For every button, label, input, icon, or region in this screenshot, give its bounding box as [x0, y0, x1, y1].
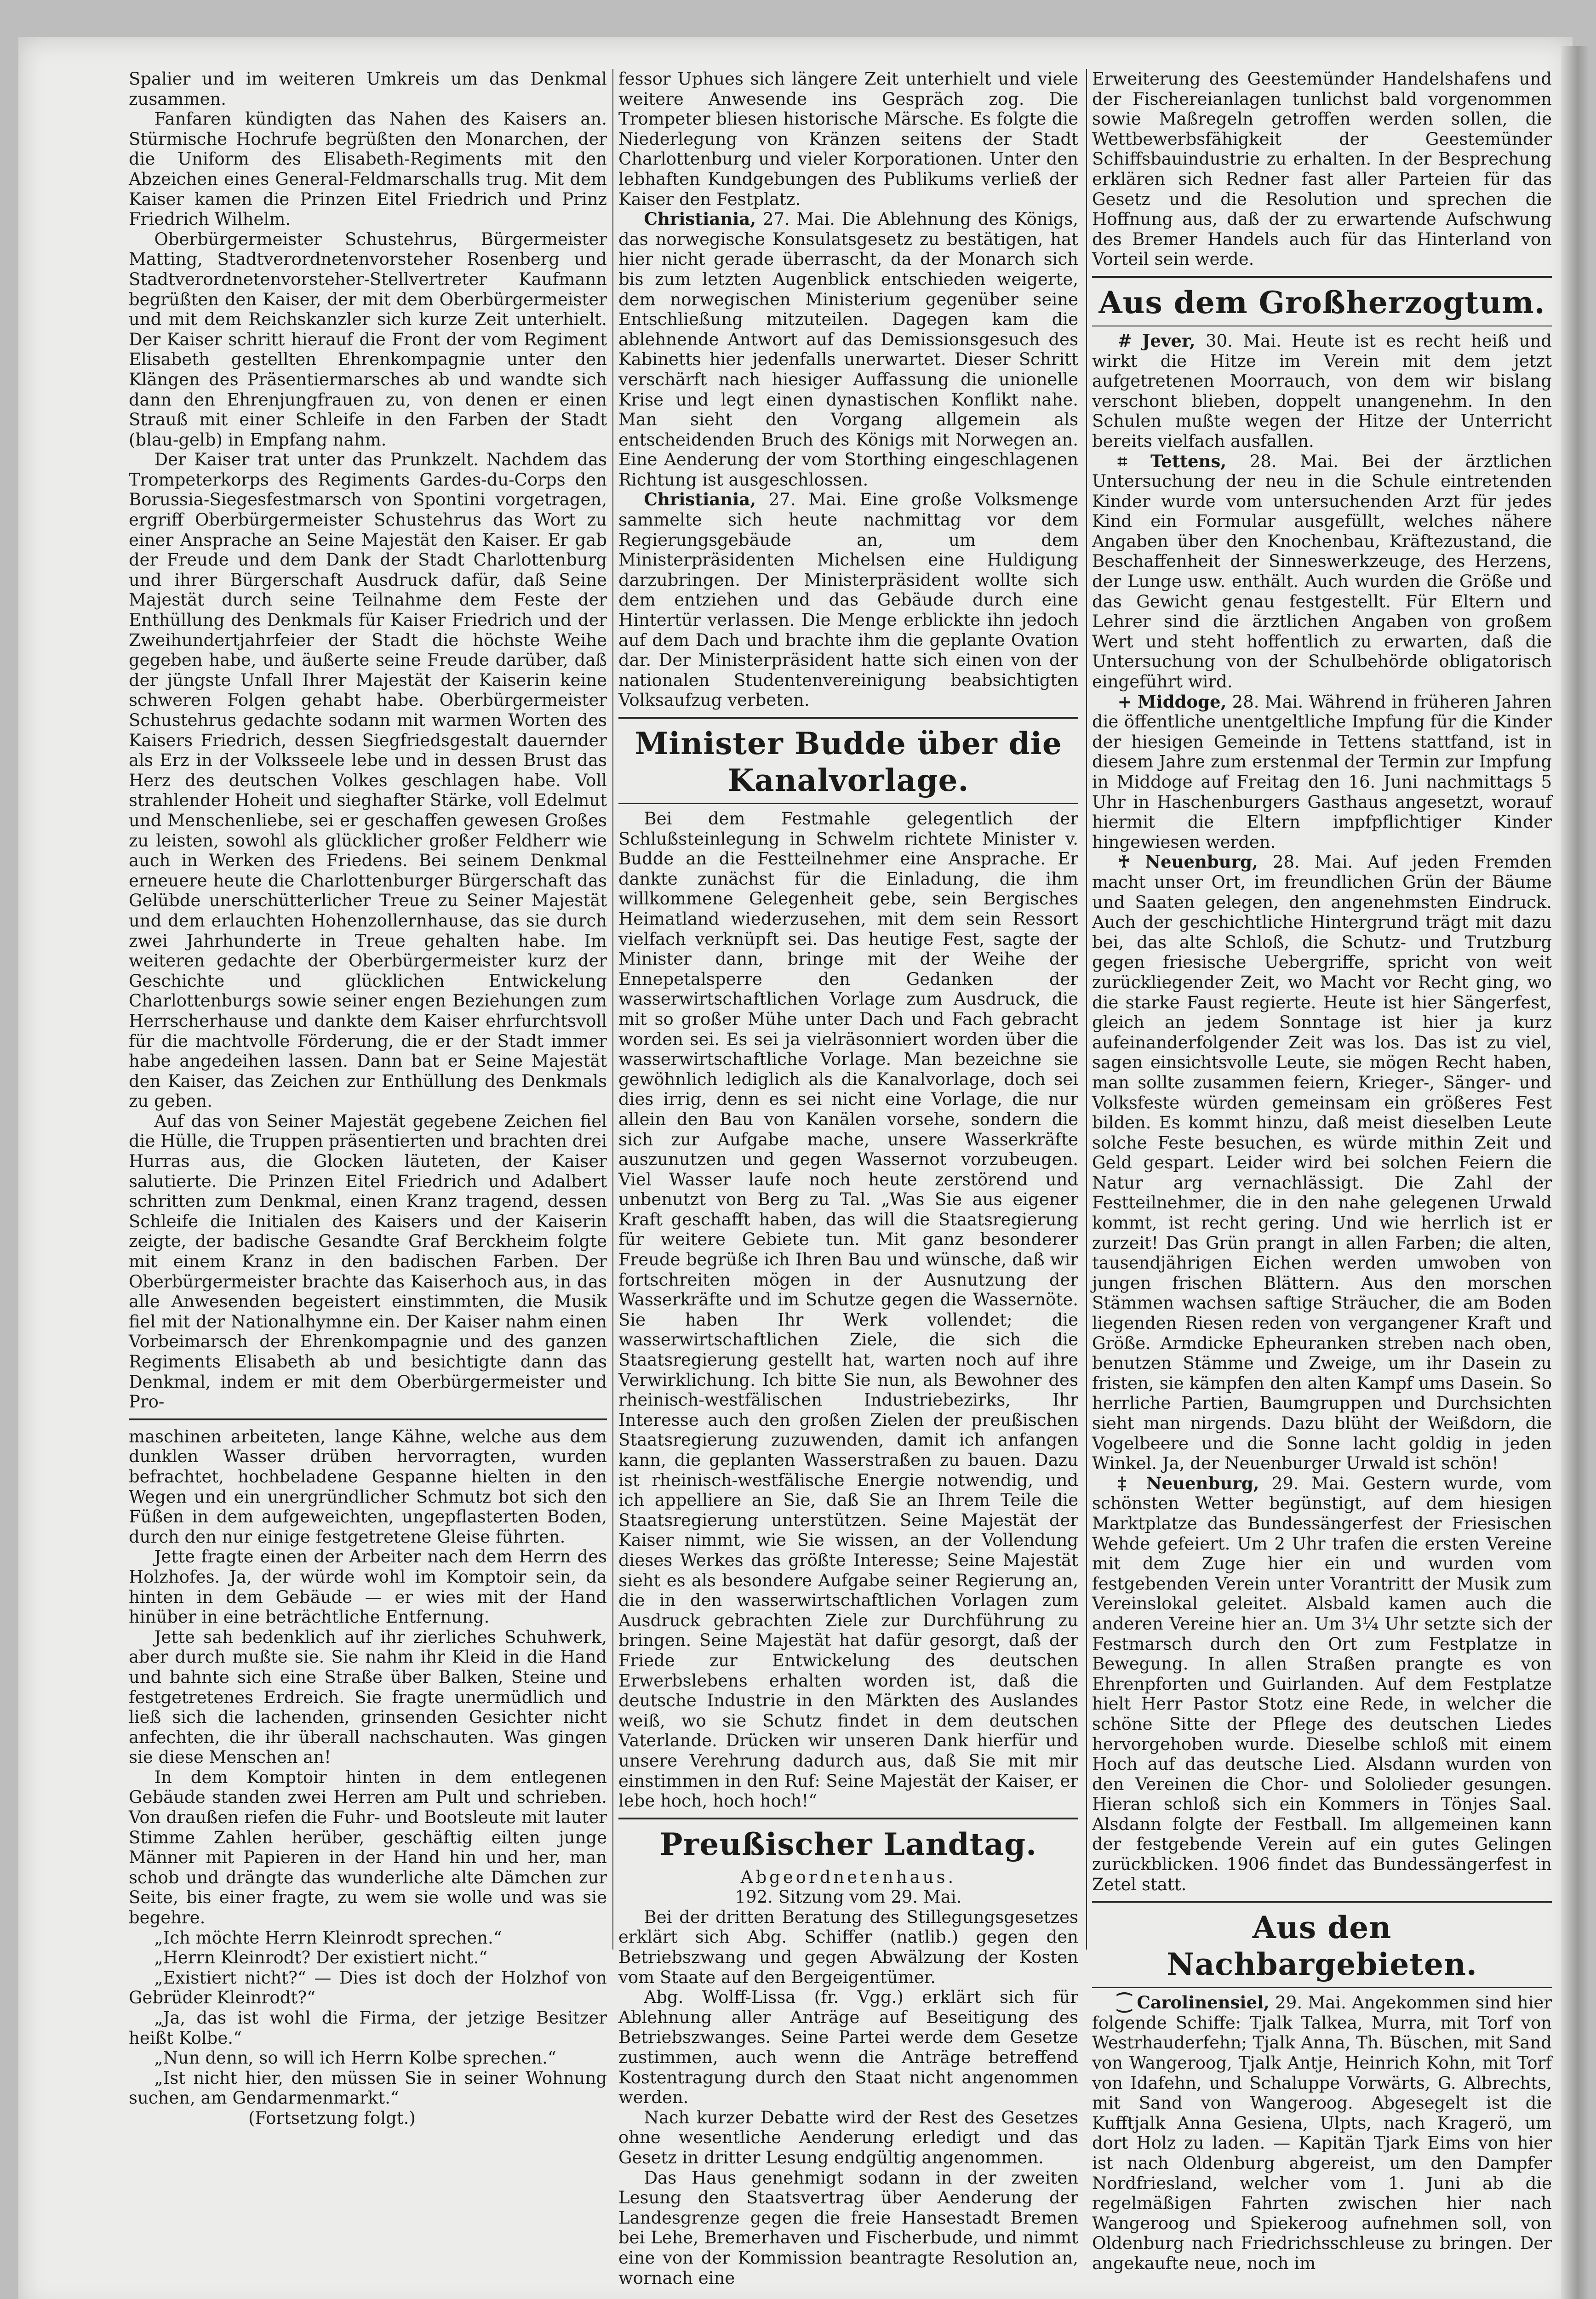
paragraph: fessor Uphues sich längere Zeit unterhielt und viele weitere Anwesende ins Gespräch zog. Die Trompeter bliesen historische Märsche. Es folgte die Niederlegung von Kränzen seitens der Stadt Charlottenburg und vieler Korporationen. Unter den lebhaften Kundgebungen des Publikums verließ der Kaiser den Festplatz. — [618, 69, 1078, 209]
heading-underline — [618, 803, 1078, 804]
paragraph: Nach kurzer Debatte wird der Rest des Gesetzes ohne wesentliche Aenderung erledigt und das Gesetz in dritter Lesung endgültig angenommen. — [618, 2107, 1078, 2167]
dateline-place: Neuenburg, — [1146, 1473, 1259, 1493]
feuilleton-divider — [129, 1418, 607, 1420]
section-divider — [1092, 276, 1552, 278]
news-item — [1092, 692, 1552, 852]
continuation-note: (Fortsetzung folgt.) — [248, 2108, 416, 2128]
mark-icon: ‡ — [1117, 1473, 1134, 1493]
section-divider — [618, 1818, 1078, 1819]
paragraph: Erweiterung des Geestemünder Handelshafens und der Fischereianlagen tunlichst bald vorgenommen sowie Maßregeln getroffen werden sollen, die Wettbewerbsfähigkeit der Geestemünder Schiffsbauindustrie zu erhalten. In der Besprechung erklären sich Redner fast aller Parteien für das Gesetz und die Resolution und sprechen die Hoffnung aus, daß der zu erwartende Aufschwung des Bremer Handels auch für das Hinterland von Vorteil sein werde. — [1092, 69, 1552, 269]
column-2 — [618, 69, 1078, 2288]
serial-paragraph: „Ja, das ist wohl die Firma, der jetzige Besitzer heißt Kolbe.“ — [129, 2008, 607, 2048]
news-text: 29. Mai. Angekommen sind hier folgende Schiffe: Tjalk Talkea, Murra, mit Torf von Westrhauderfehn; Tjalk Anna, Th. Büschen, mit Sand von Wangeroog, Tjalk Antje, Heinrich Kohn, mit Torf von Idafehn, und Schaluppe Vorwärts, G. Albrechts, mit Sand von Wangeroog. Abgesegelt ist die Kufftjalk Anna Gesiena, Ulpts, nach Kragerö, um dort Holz zu laden. — Kapitän Tjark Eims von hier ist nach Oldenburg abgereist, um den Dampfer Nordfriesland, welcher vom 1. Juni ab die regelmäßigen Fahrten zwischen hier nach Wangeroog und Spiekeroog aufnehmen soll, von Oldenburg nach Friedrichsschleuse zu bringen. Der angekaufte neue, noch im — [1092, 1993, 1552, 2273]
dateline-place: Neuenburg, — [1145, 852, 1258, 872]
paragraph: Bei dem Festmahle gelegentlich der Schlußsteinlegung in Schwelm richtete Minister v. Budde an die Festteilnehmer eine Ansprache. Er dankte zunächst für die Einladung, die ihm willkommene Gelegenheit gebe, sein Bergisches Heimatland wiederzusehen, mit dem sein Ressort vielfach verknüpft sei. Das heutige Fest, sagte der Minister dann, bringe mit der Weihe der Ennepetalsperre den Gedanken der wasserwirtschaftlichen Vorlage zum Ausdruck, die mit so großer Mühe unter Dach und Fach gebracht worden sei. Es sei ja vielräsonniert worden über die wasserwirtschaftliche Vorlage. Man bezeichne sie gewöhnlich lediglich als die Kanalvorlage, doch sei dies irrig, denn es sei nicht eine Vorlage, die nur allein den Bau von Kanälen vorsehe, sondern die sich zur Aufgabe mache, unsere Wasserkräfte auszunutzen und gegen Wassernot vorzubeugen. Viel Wasser laufe noch heute zerstörend und unbenutzt von Berg zu Tal. „Was Sie aus eigener Kraft geschafft haben, das will die Staatsregierung für weitere Gebiete tun. Mit ganz besonderer Freude begrüße ich Ihren Bau und wünsche, daß wir fortschreiten mögen in der Ausnutzung der Wasserkräfte und im Schutze gegen die Wassernöte. Sie haben Ihr Werk vollendet; die wasserwirtschaftlichen Ziele, die sich die Staatsregierung gestellt hat, warten noch auf ihre Verwirklichung. Ich bitte Sie nun, als Bewohner des rheinisch-westfälischen Industriebezirks, Ihr Interesse auch den großen Zielen der preußischen Staatsregierung zuzuwenden, damit ich anfangen kann, die geplanten Wasserstraßen zu bauen. Dazu ist rheinisch-westfälische Energie notwendig, und ich appelliere an Sie, daß Sie an Ihrem Teile die Staatsregierung unterstützen. Seine Majestät der Kaiser nimmt, wie Sie wissen, an der Vollendung dieses Werkes das größte Interesse; Seine Majestät sieht es als besondere Aufgabe seiner Regierung an, die in den wasserwirtschaftlichen Vorlagen zum Ausdruck gebrachten Ziele zur Durchführung zu bringen. Seine Majestät hat dafür gesorgt, daß der Friede zur Entwickelung des deutschen Erwerbslebens erhalten worden ist, daß die deutsche Industrie in den Märkten des Auslandes weiß, wo sie Schutz findet in dem deutschen Vaterlande. Drücken wir unseren Dank hierfür und unsere Verehrung dadurch aus, daß Sie mit mir einstimmen in den Ruf: Seine Majestät der Kaiser, er lebe hoch, hoch hoch!“ — [618, 809, 1078, 1811]
news-text: 28. Mai. Während in früheren Jahren die öffentliche unentgeltliche Impfung für die Kinder der hiesigen Gemeinde in Tettens stattfand, ist in diesem Jahre zum erstenmal der Termin zur Impfung in Middoge auf Freitag den 16. Juni nachmittags 5 Uhr in Haschenburgers Gasthaus angesetzt, worauf hiermit die Eltern impfpflichtiger Kinder hingewiesen werden. — [1092, 692, 1552, 852]
mark-icon: ⁐ — [1117, 1992, 1132, 2013]
paragraph: Abg. Wolff-Lissa (fr. Vgg.) erklärt sich für Ablehnung aller Anträge auf Beseitigung des Betriebszwanges. Seine Partei werde dem Gesetze zustimmen, auch wenn die Anträge betreffend Kostentragung durch den Staat nicht angenommen werden. — [618, 1987, 1078, 2108]
news-text: 28. Mai. Bei der ärztlichen Untersuchung der neu in die Schule eintretenden Kinder wurde vom untersuchenden Arzt für jedes Kind ein Formular ausgefüllt, welches nähere Angaben über den Knochenbau, Kräftezustand, die Beschaffenheit der Sinneswerkzeuge, des Herzens, der Lunge usw. enthält. Auch wurden die Größe und das Gewicht genau festgestellt. Für Eltern und Lehrer sind die ärztlichen Angaben von großem Wert und steht hoffentlich zu erwarten, daß die Untersuchung von der Schulbehörde obligatorisch eingeführt wird. — [1092, 451, 1552, 692]
section-divider — [1092, 1901, 1552, 1903]
serial-paragraph: In dem Komptoir hinten in dem entlegenen Gebäude standen zwei Herren am Pult und schrieben. Von draußen riefen die Fuhr- und Bootsleute mit lauter Stimme Zahlen herüber, geschäftig eilten junge Männer mit Papieren in der Hand hin und her, man schob und drängte das wunderliche alte Dämchen zur Seite, bis einer fragte, zu wem sie wolle und was sie begehre. — [129, 1767, 607, 1928]
paragraph: Fanfaren kündigten das Nahen des Kaisers an. Stürmische Hochrufe begrüßten den Monarchen, der die Uniform des Elisabeth-Regiments mit den Abzeichen eines General-Feldmarschalls trug. Mit dem Kaiser kamen die Prinzen Eitel Friedrich und Prinz Friedrich Wilhelm. — [129, 109, 607, 229]
dateline-place: Christiania, — [644, 209, 756, 229]
news-item — [1092, 331, 1552, 452]
news-item — [1092, 1474, 1552, 1894]
news-text: 28. Mai. Auf jeden Fremden macht unser Ort, im freundlichen Grün der Bäume und Saaten gelegen, den angenehmsten Eindruck. Auch der geschichtliche Hintergrund trägt mit dazu bei, das alte Schloß, die Schutz- und Trutzburg gegen friesische Uebergriffe, spricht von weit zurückliegender Zeit, wo Macht vor Recht ging, wo die starke Faust regierte. Heute ist hier Sängerfest, gleich an jedem Sonntage ist hier ja kurz aufeinanderfolgender Zeit was los. Das ist zu viel, sagen einsichtsvolle Leute, sie mögen Recht haben, man sollte zusammen feiern, Krieger-, Sänger- und Volksfeste würden gemeinsam ein größeres Fest bilden. Es kommt hinzu, daß meist dieselben Leute solche Feste besuchen, es würde mithin Zeit und Geld gespart. Leider wird bei solchen Feiern die Natur arg vernachlässigt. Die Zahl der Festteilnehmer, die in den nahe gelegenen Urwald kommt, ist recht gering. Und wie herrlich ist er zurzeit! Das Grün prangt in allen Farben; die alten, tausendjährigen Eichen werden umwoben von jungen frischen Blättern. Aus den morschen Stämmen wachsen saftige Sträucher, die am Boden liegenden Riesen reden von vergangener Kraft und Größe. Armdicke Epheuranken streben nach oben, benutzen Stämme und Zweige, um ihr Dasein zu fristen, sie kämpfen den alten Kampf ums Dasein. So herrliche Partien, Baumgruppen und Durchsichten sieht man nirgends. Dazu blüht der Weißdorn, die Vogelbeere und die Sonne lacht goldig in jeden Winkel. Ja, der Neuenburger Urwald ist schön! — [1092, 852, 1552, 1474]
news-item-christiania — [618, 209, 1078, 490]
news-text: 29. Mai. Gestern wurde, vom schönsten Wetter begünstigt, auf dem hiesigen Marktplatze das Bundessängerfest der Friesischen Wehde gefeiert. Um 2 Uhr trafen die ersten Vereine mit dem Zuge hier ein und wurden vom festgebenden Verein unter Vorantritt der Musik zum Vereinslokal geleitet. Alsbald kamen auch die anderen Vereine hier an. Um 3¼ Uhr setzte sich der Festmarsch durch den Ort zum Festplatze in Bewegung. In allen Straßen prangte es von Ehrenpforten und Guirlanden. Auf dem Festplatze hielt Herr Pastor Stotz eine Rede, in welcher die schöne Sitte der Pflege des deutschen Liedes hervorgehoben wurde. Dieselbe schloß mit einem Hoch auf das deutsche Lied. Alsdann wurden von den Vereinen die Chor- und Sololieder gesungen. Hieran schloß sich ein Kommers in Tönjes Saal. Alsdann folgte der Festball. Im allgemeinen kann der festgebende Verein auf ein gutes Gelingen zurückblicken. 1906 findet das Bundessängerfest in Zetel statt. — [1092, 1473, 1552, 1894]
news-item-christiania — [618, 490, 1078, 710]
paragraph: Der Kaiser trat unter das Prunkzelt. Nachdem das Trompeterkorps des Regiments Gardes-du-Corps den Borussia-Siegesfestmarsch von Spontini vorgetragen, ergriff Oberbürgermeister Schustehrus das Wort zu einer Ansprache an Seine Majestät den Kaiser. Er gab der Freude und dem Dank der Stadt Charlottenburg und ihrer Bürgerschaft Ausdruck dafür, daß Seine Majestät durch seine Teilnahme dem Feste der Enthüllung des Denkmals für Kaiser Friedrich und der Zweihundertjahrfeier der Stadt die höchste Weihe gegeben habe, und äußerte seine Freude darüber, daß der jüngste Unfall Ihrer Majestät der Kaiserin keine schweren Folgen gehabt habe. Oberbürgermeister Schustehrus gedachte sodann mit warmen Worten des Kaisers Friedrich, dessen Siegfriedsgestalt dauernder als Erz in der Volksseele lebe und in dessen Brust das Herz des deutschen Volkes geschlagen habe. Voll strahlender Hoheit und sieghafter Stärke, voll Edelmut und Menschenliebe, sei er geschaffen gewesen Großes zu leisten, sowohl als glücklicher großer Feldherr wie auch in Werken des Friedens. Bei seinem Denkmal erneuere heute die Charlottenburger Bürgerschaft das Gelübde unerschütterlicher Treue zu Seiner Majestät und dem erlauchten Hohenzollernhause, das sie durch zwei Jahrhunderte in Treue gehalten habe. Im weiteren gedachte der Oberbürgermeister kurz der Geschichte und glücklichen Entwickelung Charlottenburgs sowie seiner engen Beziehungen zum Herrscherhause und dankte dem Kaiser ehrfurchtsvoll für die machtvolle Förderung, die er der Stadt immer habe angedeihen lassen. Dann bat er Seine Majestät den Kaiser, das Zeichen zur Enthüllung des Denkmals zu geben. — [129, 450, 607, 1111]
column-separator — [1086, 69, 1087, 1950]
news-text: 27. Mai. Die Ablehnung des Königs, das norwegische Konsulatsgesetz zu bestätigen, hat hier nicht gerade überrascht, da der Monarch sich bis zum letzten Augenblick entschieden weigerte, dem norwegischen Ministerium gegenüber seine Entschließung mitzuteilen. Dagegen kam die ablehnende Antwort auf das Demissionsgesuch des Kabinetts hier jedenfalls unerwartet. Dieser Schritt verschärft nach hiesiger Auffassung die unionelle Krise und legt einen dynastischen Konflikt nahe. Man sieht den Vorgang allgemein als entscheidenden Bruch des Königs mit Norwegen an. Eine Aenderung der vom Storthing eingeschlagenen Richtung ist ausgeschlossen. — [618, 209, 1079, 490]
dateline-place: Tettens, — [1150, 451, 1227, 471]
serial-paragraph: Jette fragte einen der Arbeiter nach dem Herrn des Holzhofes. Ja, der würde wohl im Komptoir sein, da hinten in dem Gebäude — er wies mit der Hand hinüber in eine beträchtliche Entfernung. — [129, 1547, 607, 1627]
dateline-place: Carolinensiel, — [1137, 1992, 1270, 2013]
paragraph: Bei der dritten Beratung des Stillegungsgesetzes erklärt sich Abg. Schiffer (natlib.) gegen den Betriebszwang und gegen Abwälzung der Kosten vom Staate auf den Bergeigentümer. — [618, 1907, 1078, 1987]
paragraph: Spalier und im weiteren Umkreis um das Denkmal zusammen. — [129, 69, 607, 109]
section-heading-landtag: Preußischer Landtag. — [659, 1826, 1037, 1862]
section-heading-nachbargebiete: Aus den Nachbargebieten. — [1167, 1910, 1477, 1983]
section-heading-grossherzogtum: Aus dem Großherzogtum. — [1098, 284, 1545, 320]
serial-paragraph: „Ich möchte Herrn Kleinrodt sprechen.“ — [154, 1927, 502, 1948]
news-item — [1092, 1993, 1552, 2273]
subheading: Abgeordnetenhaus. — [740, 1867, 956, 1887]
serial-paragraph: maschinen arbeiteten, lange Kähne, welche aus dem dunklen Wasser drüben hervorragten, wurden befrachtet, hochbeladene Gespanne hielten in den Wegen und ein unergründlicher Schmutz bot sich den Füßen in dem aufgeweichten, ungepflasterten Boden, durch den nur einige festgetretene Gleise führten. — [129, 1426, 607, 1547]
news-item — [1092, 852, 1552, 1473]
dateline-place: Middoge, — [1137, 691, 1227, 712]
session-line: 192. Sitzung vom 29. Mai. — [735, 1887, 962, 1907]
column-1 — [129, 69, 607, 2128]
serial-paragraph: „Herrn Kleinrodt? Der existiert nicht.“ — [154, 1948, 488, 1968]
dateline-place: Jever, — [1142, 330, 1196, 351]
serial-paragraph: „Existiert nicht?“ — Dies ist doch der Holzhof von Gebrüder Kleinrodt?“ — [129, 1967, 607, 2008]
news-text: 27. Mai. Eine große Volksmenge sammelte sich heute nachmittag vor dem Regierungsgebäude an, um dem Ministerpräsidenten Michelsen eine Huldigung darzubringen. Der Ministerpräsident wollte sich dem entziehen und das Gebäude durch eine Hintertür verlassen. Die Menge erblickte ihn jedoch auf dem Dach und brachte ihm die geplante Ovation dar. Der Ministerpräsident hatte sich einen von der nationalen Studentenvereinigung beabsichtigten Volksaufzug verbeten. — [618, 490, 1078, 710]
serial-paragraph: Jette sah bedenklich auf ihr zierliches Schuhwerk, aber durch mußte sie. Sie nahm ihr Kleid in die Hand und bahnte sich eine Straße über Balken, Steine und festgetretenes Erdreich. Sie fragte unermüdlich und ließ sich die lachenden, grinsenden Gesichter nicht anfechten, die ihr überall nachschauten. Was gingen sie diese Menschen an! — [129, 1627, 607, 1767]
heading-underline — [1092, 1987, 1552, 1988]
paragraph: Das Haus genehmigt sodann in der zweiten Lesung den Staatsvertrag über Aenderung der Landesgrenze gegen die freie Hansestadt Bremen bei Lehe, Bremerhaven und Fischerbude, und nimmt eine von der Kommission beantragte Resolution an, wornach eine — [618, 2167, 1078, 2288]
paragraph: Oberbürgermeister Schustehrus, Bürgermeister Matting, Stadtverordnetenvorsteher Rosenberg und Stadtverordnetenvorsteher-Stellvertreter Kaufmann begrüßten den Kaiser, der mit dem Oberbürgermeister und mit dem Reichskanzler sich kurze Zeit unterhielt. Der Kaiser schritt hierauf die Front der vom Regiment Elisabeth gestellten Ehrenkompagnie unter den Klängen des Präsentiermarsches ab und wandte sich dann den Ehrenjungfrauen zu, von denen er einen Strauß mit einer Schleife in den Farben der Stadt (blau-gelb) in Empfang nahm. — [129, 229, 607, 450]
mark-icon: ♰ — [1117, 852, 1131, 872]
column-3 — [1092, 69, 1552, 2274]
news-text: 30. Mai. Heute ist es recht heiß und wirkt die Hitze im Verein mit dem jetzt aufgetretenen Moorrauch, von dem wir bislang verschont blieben, doppelt unangenehm. In den Schulen mußte wegen der Hitze der Unterricht bereits vielfach ausfallen. — [1092, 331, 1552, 451]
serial-paragraph: „Nun denn, so will ich Herrn Kolbe sprechen.“ — [154, 2048, 556, 2068]
news-item — [1092, 452, 1552, 692]
column-separator — [612, 69, 613, 1950]
section-divider — [618, 717, 1078, 719]
section-heading-budde: Minister Budde über die Kanalvorlage. — [635, 726, 1062, 798]
dateline-place: Christiania, — [644, 489, 756, 510]
paragraph: Auf das von Seiner Majestät gegebene Zeichen fiel die Hülle, die Truppen präsentierten und brachten drei Hurras aus, die Glocken läuteten, der Kaiser salutierte. Die Prinzen Eitel Friedrich und Adalbert schritten zum Denkmal, einen Kranz tragend, dessen Schleife die Initialen des Kaisers und der Kaiserin zeigte, der badische Gesandte Graf Berckheim folgte mit einem Kranz in den badischen Farben. Der Oberbürgermeister brachte das Kaiserhoch aus, in das alle Anwesenden begeistert einstimmten, die Musik fiel mit der Nationalhymne ein. Der Kaiser nahm einen Vorbeimarsch der Ehrenkompagnie und des ganzen Regiments Elisabeth ab und besichtigte dann das Denkmal, indem er mit dem Oberbürgermeister und Pro- — [129, 1111, 607, 1412]
binding-edge — [1561, 46, 1589, 2299]
mark-icon: ⌗ — [1117, 451, 1127, 471]
mark-icon: # — [1117, 330, 1132, 351]
serial-paragraph: „Ist nicht hier, den müssen Sie in seiner Wohnung suchen, am Gendarmenmarkt.“ — [129, 2068, 607, 2108]
mark-icon: + — [1117, 691, 1132, 712]
